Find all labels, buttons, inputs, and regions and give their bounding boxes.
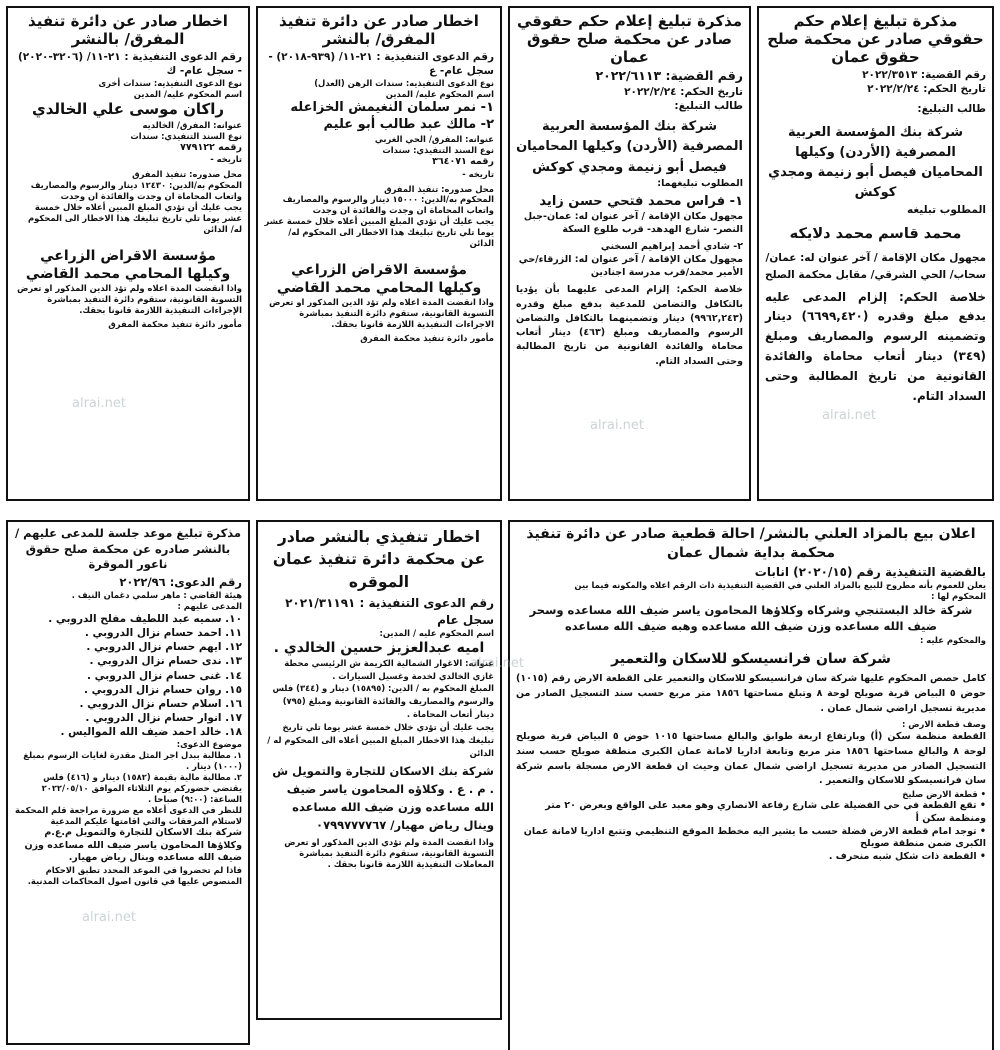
creditor-name: شركة خالد البستنجي وشركاه وكلاؤها المحامون ياسر ضيف الله مساعده وسحر ضيف الله مساعده وزن ضيف الله مساعده وهبه ضيف الله مساعده: [529, 602, 973, 634]
defendant-17: ١٧. انوار حسام نزال الدروبي .: [85, 712, 242, 725]
debtor-name: اميه عبدالعزيز حسين الخالدي .: [273, 639, 485, 656]
hearing-time: الساعة: (٩:٠٠) صباحا .: [148, 794, 242, 805]
land-bullet-3: • توجد امام قطعة الارض فضلة حسب ما يشير اليه مخطط الموقع التنظيمي وتتبع اداريا لامانة عمان الكبرى ضمن منطقة صويلح: [523, 825, 986, 850]
defendant-13: ١٣. ندى حسام نزال الدروبي .: [89, 655, 242, 668]
case-number: رقم الدعوى التنفيذية : ٢١-١١/ (٩٣٩-٢٠١٨) - سجل عام- ع: [268, 51, 494, 78]
requester-label: طالب التبليغ:: [917, 103, 986, 116]
case-number: رقم الدعوى التنفيذية : ٢١-١١/ (٣٢٠٦-٢٠٢٠) - سجل عام- ك: [17, 51, 242, 78]
subject-1: ١. مطالبة ببدل اجر المثل مقدرة لغايات الرسوم بمبلغ (١٠٠٠) دينار .: [23, 750, 242, 772]
payment-warning: يجب عليك أن تؤدي خلال خمسة عشر يوما تلي تاريخ تبليغك هذا الاخطار المبلغ المبين أعلاه الى المحكوم له / الدائن: [267, 722, 494, 759]
requester-label: طالب التبليغ:: [674, 100, 743, 113]
debtor-label: اسم المحكوم عليه/ المدين: [133, 89, 242, 100]
subject-label: موضوع الدعوى:: [176, 739, 242, 750]
requester-name: شركة بنك المؤسسة العربية المصرفية (الأردن) وكيلها المحاميان فيصل أبو زنيمة ومجدي كوكش: [516, 119, 743, 175]
judgment-summary: خلاصة الحكم: إلزام المدعى عليهما بأن يؤديا بالتكافل والتضامن للمدعية بدفع مبلغ وقدره (٩٩٦٢,٢٤٣) دينار وتضمينهما بالتكافل والتضامن الرسوم والمصاريف ومبلغ (٤٦٣) دينار أتعاب محاماة والفائدة القانونية من تاريخ المطالبة وحتى السداد التام.: [516, 284, 743, 367]
notice-mafraq-execution-3206: [6, 6, 250, 501]
watermark: alrai.net: [72, 396, 126, 411]
defendant-14: ١٤. غنى حسام نزال الدروبي .: [87, 669, 242, 682]
plaintiff-name: شركة بنك الاسكان للتجارة والتمويل م.ع.م: [44, 826, 242, 838]
case-number: رقم الدعوى التنفيذية : ٢٠٢١/٣١١٩١ سجل عام: [285, 596, 494, 627]
served-label: المطلوب تبليغهما:: [657, 177, 743, 189]
notice-title: مذكرة تبليغ موعد جلسة للمدعى عليهم / بالنشر صادره عن محكمة صلح حقوق ناعور الموقرة: [14, 526, 242, 572]
payment-warning: يجب عليك أن تؤدي المبلغ المبين أعلاه خلال خمسة عشر يوما تلي تاريخ تبليغك هذا الاخطار الى المحكوم له/ الدائن: [264, 216, 494, 249]
final-warning: واذا انقضت المدة اعلاه ولم تؤد الدين المذكور او تعرض التسوية القانونية، ستقوم دائرة التنفيذ بمباشرة الإجراءات التنفيذية اللازمة قانونا بحقك.: [17, 283, 242, 316]
land-bullet-4: • القطعة ذات شكل شبه منحرف .: [828, 851, 986, 863]
bond-number: رقمه ٣٦٤٠٧١: [432, 155, 494, 167]
watermark: alrai.net: [470, 656, 524, 671]
judge-name: هيئة القاضي : ماهر سلمي دغمان النيف .: [71, 590, 242, 601]
watermark: alrai.net: [82, 910, 136, 925]
case-number: رقم الدعوى: ٢٠٢٢/٩٦: [119, 574, 242, 589]
land-description-label: وصف قطعة الارض :: [901, 719, 986, 730]
land-bullet-2: • تقع القطعة في حي الفضيلة على شارع رفاعة الانصاري وهو معبد على الواقع وبعرض ٢٠ متر ومنظمة سكن أ: [545, 799, 986, 824]
creditor-name: شركة بنك الاسكان للتجارة والتمويل ش . م . ع . وكلاؤه المحامون ياسر ضيف الله مساعده وزن ضيف الله مساعده وينال رياض مهيار/ ٠٧٩٩٧٧٧٧٦٧: [272, 764, 494, 832]
signature: مأمور دائرة تنفيذ محكمة المفرق: [108, 318, 242, 329]
bond-date: تاريخه -: [210, 154, 242, 165]
requester-name: شركة بنك المؤسسة العربية المصرفية (الأردن) وكيلها المحاميان فيصل أبو زنيمة ومجدي كوكش: [768, 124, 983, 200]
creditor-lawyer: وكيلها المحامي محمد القاضي: [276, 280, 482, 297]
watermark: alrai.net: [590, 418, 644, 433]
creditor-name: مؤسسة الاقراض الزراعي: [291, 262, 467, 279]
debtor-name: شركة سان فرانسيسكو للاسكان والتعمير: [611, 650, 891, 667]
served-label: المطلوب تبليغه: [907, 204, 986, 217]
judgment-date: تاريخ الحكم: ٢٠٢٢/٢/٢٤: [624, 85, 743, 98]
land-bullet-1: • قطعة الارض صليخ: [902, 789, 986, 800]
notice-mafraq-execution-939: [256, 6, 502, 501]
notice-amman-execution: [256, 520, 502, 1020]
bond-type: نوع السند التنفيذي: سندات: [130, 130, 242, 141]
bond-number: رقمه ٧٧٩١٢٢: [180, 141, 242, 153]
notice-title: اخطار صادر عن دائرة تنفيذ المفرق/ بالنشر: [28, 12, 228, 48]
judgment-date: تاريخ الحكم: ٢٠٢٢/٢/٢٤: [867, 83, 986, 96]
debtor-name-1: ١- نمر سلمان النغيمش الخزاعله: [290, 100, 494, 116]
notice-title: اعلان بيع بالمزاد العلني بالنشر/ احالة قطعية صادر عن دائرة تنفيذ: [526, 526, 976, 542]
final-warning: واذا انقضت المدة اعلاه ولم تؤد الدين المذكور او تعرض التسوية القانونية، ستقوم دائرة التنفيذ بمباشرة الاجراءات التنفيذية اللازمة قانونا بحقك.: [269, 297, 494, 330]
creditor-lawyer: وكيلها المحامي محمد القاضي: [25, 265, 231, 282]
bond-type: نوع السند التنفيذي: سندات: [382, 144, 494, 155]
notice-court-judgment-3513: [757, 6, 994, 501]
defendant-12: ١٢. ايهم حسام نزال الدروبي .: [86, 641, 242, 654]
debtor-address: عنوانه: الاغوار الشمالية الكريمة ش الرئيسي محطة غازي الخالدي لخدمة وغسيل السيارات .: [284, 657, 494, 681]
bond-date: تاريخه -: [462, 168, 494, 179]
debtor-label: والمحكوم عليه :: [920, 634, 986, 645]
judgment-summary: خلاصة الحكم: إلزام المدعى عليه بدفع مبلغ وقدره (٦٦٩٩,٤٢٠) دينار وتضمينه الرسوم والمصاريف ومبلغ (٣٤٩) دينار أتعاب محاماة والفائدة القانونية من تاريخ المطالبة وحتى السداد التام.: [765, 289, 986, 403]
creditor-label: المحكوم لها :: [931, 590, 986, 601]
served-name-2: ٢- شادي أحمد إبراهيم السخني: [600, 240, 743, 252]
case-number: رقم القضية: ٢٠٢٢/٦١١٣: [595, 68, 743, 83]
case-type: نوع الدعوى التنفيذيه: سندات الرهن (العدل): [314, 78, 494, 89]
defendant-16: ١٦. اسلام حسام نزال الدروبي .: [79, 697, 242, 710]
case-number: رقم القضية: ٢٠٢٢/٣٥١٣: [862, 69, 986, 81]
signature: مأمور دائرة تنفيذ محكمة المفرق: [360, 333, 494, 344]
absence-warning: فاذا لم تحضروا في الموعد المحدد تطبق الاحكام المنصوص عليها في قانون اصول المحاكمات المدنية.: [27, 865, 242, 887]
defendants-label: المدعى عليهم :: [177, 600, 242, 611]
served-name: محمد قاسم محمد دلايكه: [789, 226, 962, 243]
address-2: مجهول مكان الإقامة / آخر عنوان له: الزرقاء/حي الأمير محمد/قرب مدرسة اجنادين: [518, 253, 743, 278]
defendant-15: ١٥. روان حسام نزال الدروبي .: [83, 683, 242, 696]
final-warning: واذا انقضت المدة ولم تؤدي الدين المذكور او تعرض التسوية القانونية، ستقوم دائرة التنفيذ بمباشرة المعاملات التنفيذية اللازمة قانونا بحقك .: [284, 837, 494, 870]
creditor-name: مؤسسة الاقراض الزراعي: [40, 247, 216, 264]
defendant-11: ١١. احمد حسام نزال الدروبي .: [84, 627, 242, 640]
debt-amount: المبلغ المحكوم به / الدين: (١٥٨٩٥) دينار و (٣٤٤) فلس والرسوم والمصاريف والفائدة القانونية ومبلغ (٧٩٥) دينار أتعاب المحاماة .: [272, 683, 494, 720]
hearing-notes: للنظر في الدعوى أعلاه مع ضرورة مراجعة قلم المحكمة لاستلام المرفقات والتي اقامتها عليكم المدعية: [14, 804, 242, 826]
debtor-name-2: ٢- مالك عبد طالب أبو عليم: [323, 117, 494, 133]
case-type: نوع الدعوى التنفيذيه: سندات أخرى: [98, 78, 242, 89]
served-name-1: ١- فراس محمد فتحي حسن زايد: [539, 194, 743, 210]
debtor-label: اسم المحكوم عليه/ المدين: [385, 89, 494, 100]
notice-naour-hearing: [6, 520, 250, 1045]
auction-intro: يعلن للعموم بأنه مطروح للبيع بالمزاد العلني في القضية التنفيذية ذات الرقم اعلاه والمكونه فيما بين: [574, 579, 986, 590]
case-number: بالقضية التنفيذية رقم (٢٠٢٠/١٥) انابات: [754, 564, 986, 579]
debtor-address: عنوانه: المفرق/ الخالديه: [142, 119, 242, 130]
subject-2: ٢. مطالبة مالية بقيمة (١٥٨٢) دينار و (٤١٦) فلس: [43, 772, 242, 783]
debt-amount: المحكوم به/الدين: ١٥٠٠٠ دينار والرسوم والمصاريف واتعاب المحاماة ان وجدت والفائدة ان وجدت: [282, 194, 494, 216]
notice-public-auction: [508, 520, 994, 1050]
notice-title: مذكرة تبليغ إعلام حكم حقوقي صادر عن محكمة صلح حقوق عمان: [516, 12, 743, 66]
plaintiff-lawyers: وكلاؤها المحامون ياسر ضيف الله مساعده وزن ضيف الله مساعده وينال رياض مهيار.: [24, 839, 242, 864]
watermark: alrai.net: [822, 408, 876, 423]
debtor-address: عنوانه: المفرق/ الحي الغربي: [374, 133, 494, 144]
notice-title: مذكرة تبليغ إعلام حكم حقوقي صادر عن محكمة صلح حقوق عمان: [767, 12, 984, 66]
address-1: مجهول مكان الإقامة / آخر عنوان له: عمان-جبل النصر- شارع الهدهد- قرب طلوع السكة: [523, 211, 743, 236]
issue-place: محل صدوره: تنفيذ المفرق: [132, 169, 242, 180]
notice-court: محكمة بداية شمال عمان: [667, 544, 835, 561]
defendant-10: ١٠. سميه عبد اللطيف مفلح الدروبي .: [48, 612, 242, 625]
issue-place: محل صدوره: تنفيذ المفرق: [384, 183, 494, 194]
property-details: كامل حصص المحكوم عليها شركة سان فرانسيسكو للاسكان والتعمير على القطعة الارض رقم (١٠١٥) حوض ٥ البياض قرية صويلح لوحة ٨ وتبلغ مساحتها ١٨٥٦ متر مربع حسب سند التسجيل الصادر من مديرية تسجيل اراضي شمال عمان .: [516, 673, 987, 714]
debt-amount: المحكوم به/الدين: ١٢٤٣٠ دينار والرسوم والمصاريف واتعاب المحاماة ان وجدت والفائدة ان وجدت: [30, 180, 242, 202]
hearing-date: يقتضي حضوركم يوم الثلاثاء الموافق ٢٠٢٢/٠٥/١٠: [41, 783, 242, 794]
defendant-18: ١٨. خالد احمد ضيف الله المواليس .: [60, 726, 242, 739]
debtor-label: اسم المحكوم عليه / المدين:: [379, 627, 494, 638]
land-description: القطعة منظمة سكن (أ) وبارتفاع اربعة طوابق والبالغ مساحتها ١٠١٥ حوض ٥ البياض قرية صويلح لوحة ٨ والبالغ مساحتها ١٨٥٦ متر مربع وتابعة اداريا لامانة عمان الكبرى منطقة صويلح حسب سند التسجيل الصادر من مديرية تسجيل اراضي شمال عمان وحيث ان قطعة الارض مسجلة باسم شركة سان فرانسيسكو للاسكان والتعمير .: [516, 731, 987, 787]
payment-warning: يجب عليك أن تؤدي المبلغ المبين أعلاه خلال خمسة عشر يوما تلي تاريخ تبليغك هذا الاخطار الى المحكوم له/ الدائن: [28, 202, 242, 234]
address: مجهول مكان الإقامة / آخر عنوان له: عمان/ سحاب/ الحي الشرقي/ مقابل محكمة الصلح: [765, 252, 986, 281]
notice-title: اخطار تنفيذي بالنشر صادر عن محكمة دائرة تنفيذ عمان الموقره: [272, 528, 486, 591]
debtor-name: راكان موسى علي الخالدي: [31, 100, 225, 119]
notice-title: اخطار صادر عن دائرة تنفيذ المفرق/ بالنشر: [279, 12, 479, 48]
notice-court-judgment-6113: [508, 6, 751, 501]
